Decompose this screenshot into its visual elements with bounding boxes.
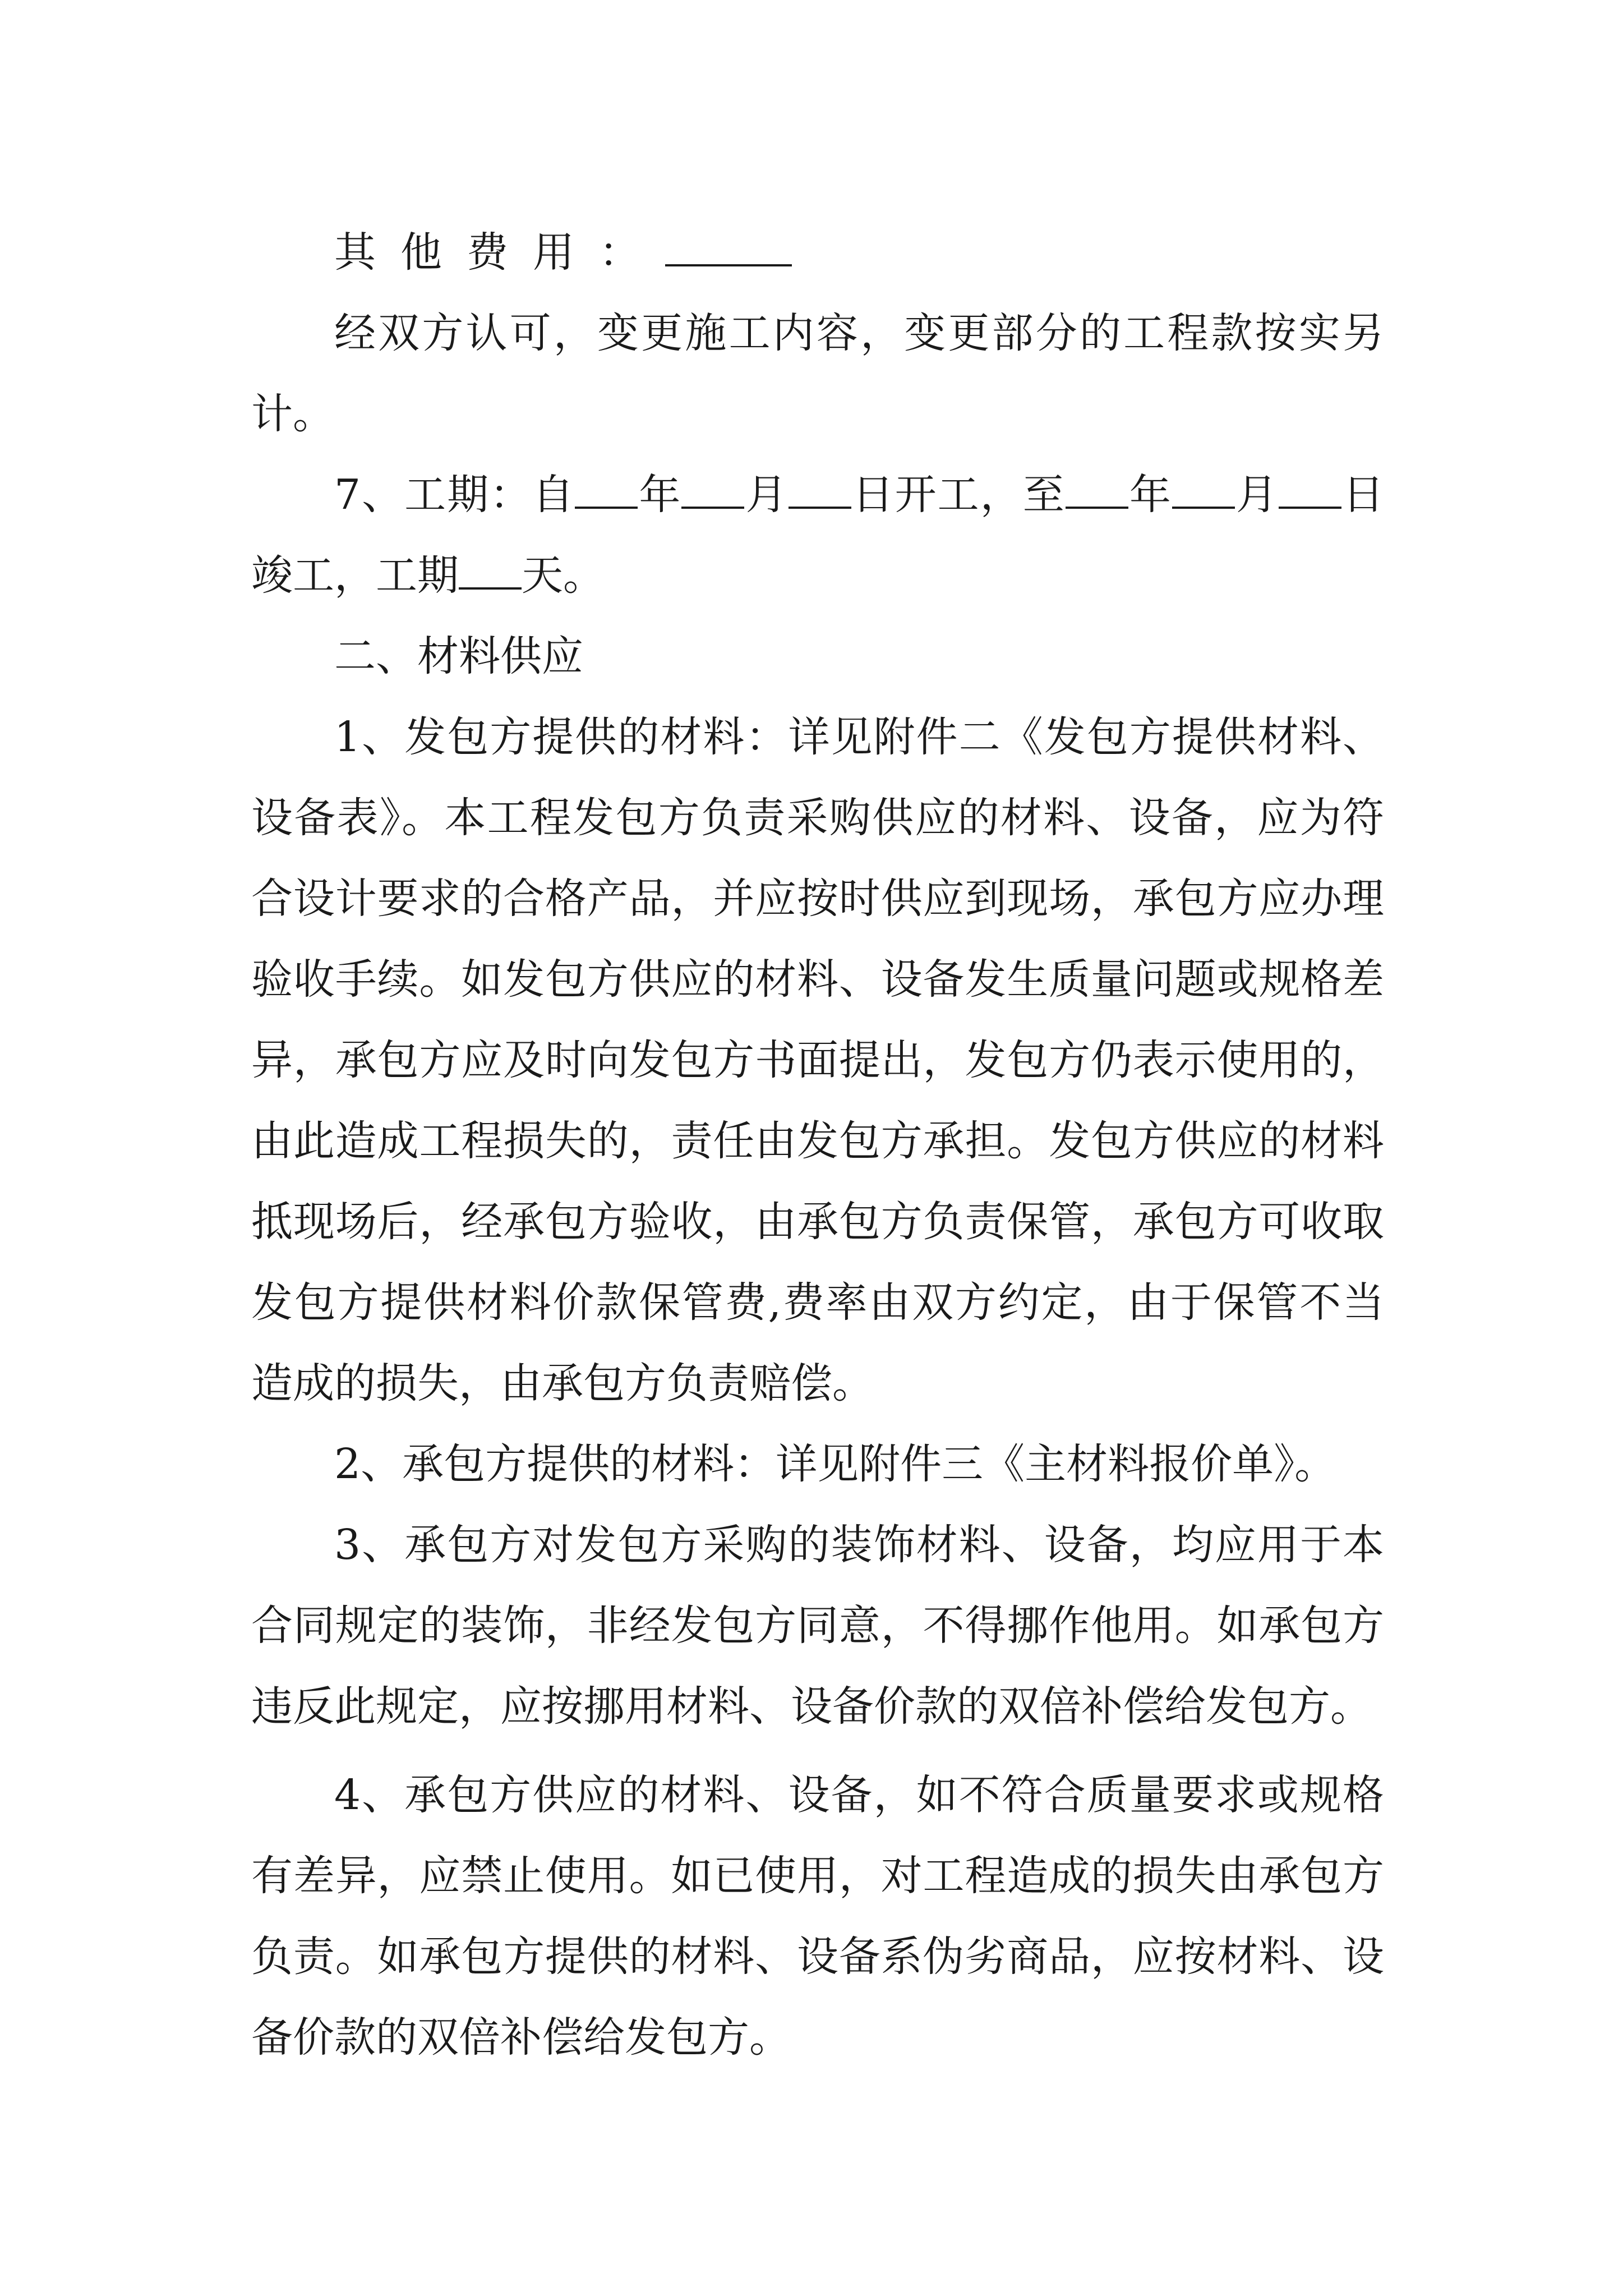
other-fee-line: [251, 212, 1384, 293]
document-body: [251, 212, 1384, 2078]
start-day-blank[interactable]: [789, 472, 851, 509]
clause-2-contractor-materials: 2、承包方提供的材料：详见附件三《主材料报价单》。: [334, 1440, 1336, 1488]
start-day-label: 日开工，至: [851, 471, 1066, 519]
end-year-label: 年: [1128, 471, 1172, 519]
end-day-label: 日竣工，工期: [251, 471, 1385, 600]
clause-3-material-use: 3、承包方对发包方采购的装饰材料、设备，均应用于本合同规定的装饰，非经发包方同意，不得挪作他用。如承包方违反此规定，应按挪用材料、设备价款的双倍补偿给发包方。: [251, 1521, 1384, 1731]
end-day-blank[interactable]: [1279, 472, 1341, 509]
end-month-blank[interactable]: [1172, 472, 1235, 509]
section-heading-materials: 二、材料供应: [334, 632, 583, 680]
end-month-label: 月: [1234, 471, 1279, 519]
schedule-prefix: 7、工期：自: [334, 471, 575, 519]
start-year-blank[interactable]: [575, 472, 638, 509]
clause-1-owner-materials: 1、发包方提供的材料：详见附件二《发包方提供材料、设备表》。本工程发包方负责采购供应的材料、设备，应为符合设计要求的合格产品，并应按时供应到现场，承包方应办理验收手续。如发包方供应的材料、设备发生质量问题或规格差异，承包方应及时向发包方书面提出，发包方仍表示使用的，由此造成工程损失的，责任由发包方承担。发包方供应的材料抵现场后，经承包方验收，由承包方负责保管，承包方可收取发包方提供材料价款保管费,费率由双方约定，由于保管不当造成的损失，由承包方负责赔偿。: [251, 713, 1384, 1407]
duration-blank[interactable]: [459, 553, 522, 590]
start-month-label: 月: [744, 471, 789, 519]
start-year-label: 年: [638, 471, 682, 519]
clause-4-material-quality: 4、承包方供应的材料、设备，如不符合质量要求或规格有差异，应禁止使用。如已使用，对工程造成的损失由承包方负责。如承包方提供的材料、设备系伪劣商品，应按材料、设备价款的双倍补偿给发包方。: [251, 1771, 1384, 2062]
schedule-clause: [251, 454, 1384, 616]
other-fee-label: 其他费用：: [334, 228, 665, 277]
end-year-blank[interactable]: [1066, 472, 1128, 509]
duration-unit: 天。: [522, 551, 605, 600]
change-clause: 经双方认可，变更施工内容，变更部分的工程款按实另计。: [251, 309, 1384, 438]
other-fee-blank[interactable]: [665, 229, 792, 266]
start-month-blank[interactable]: [681, 472, 744, 509]
